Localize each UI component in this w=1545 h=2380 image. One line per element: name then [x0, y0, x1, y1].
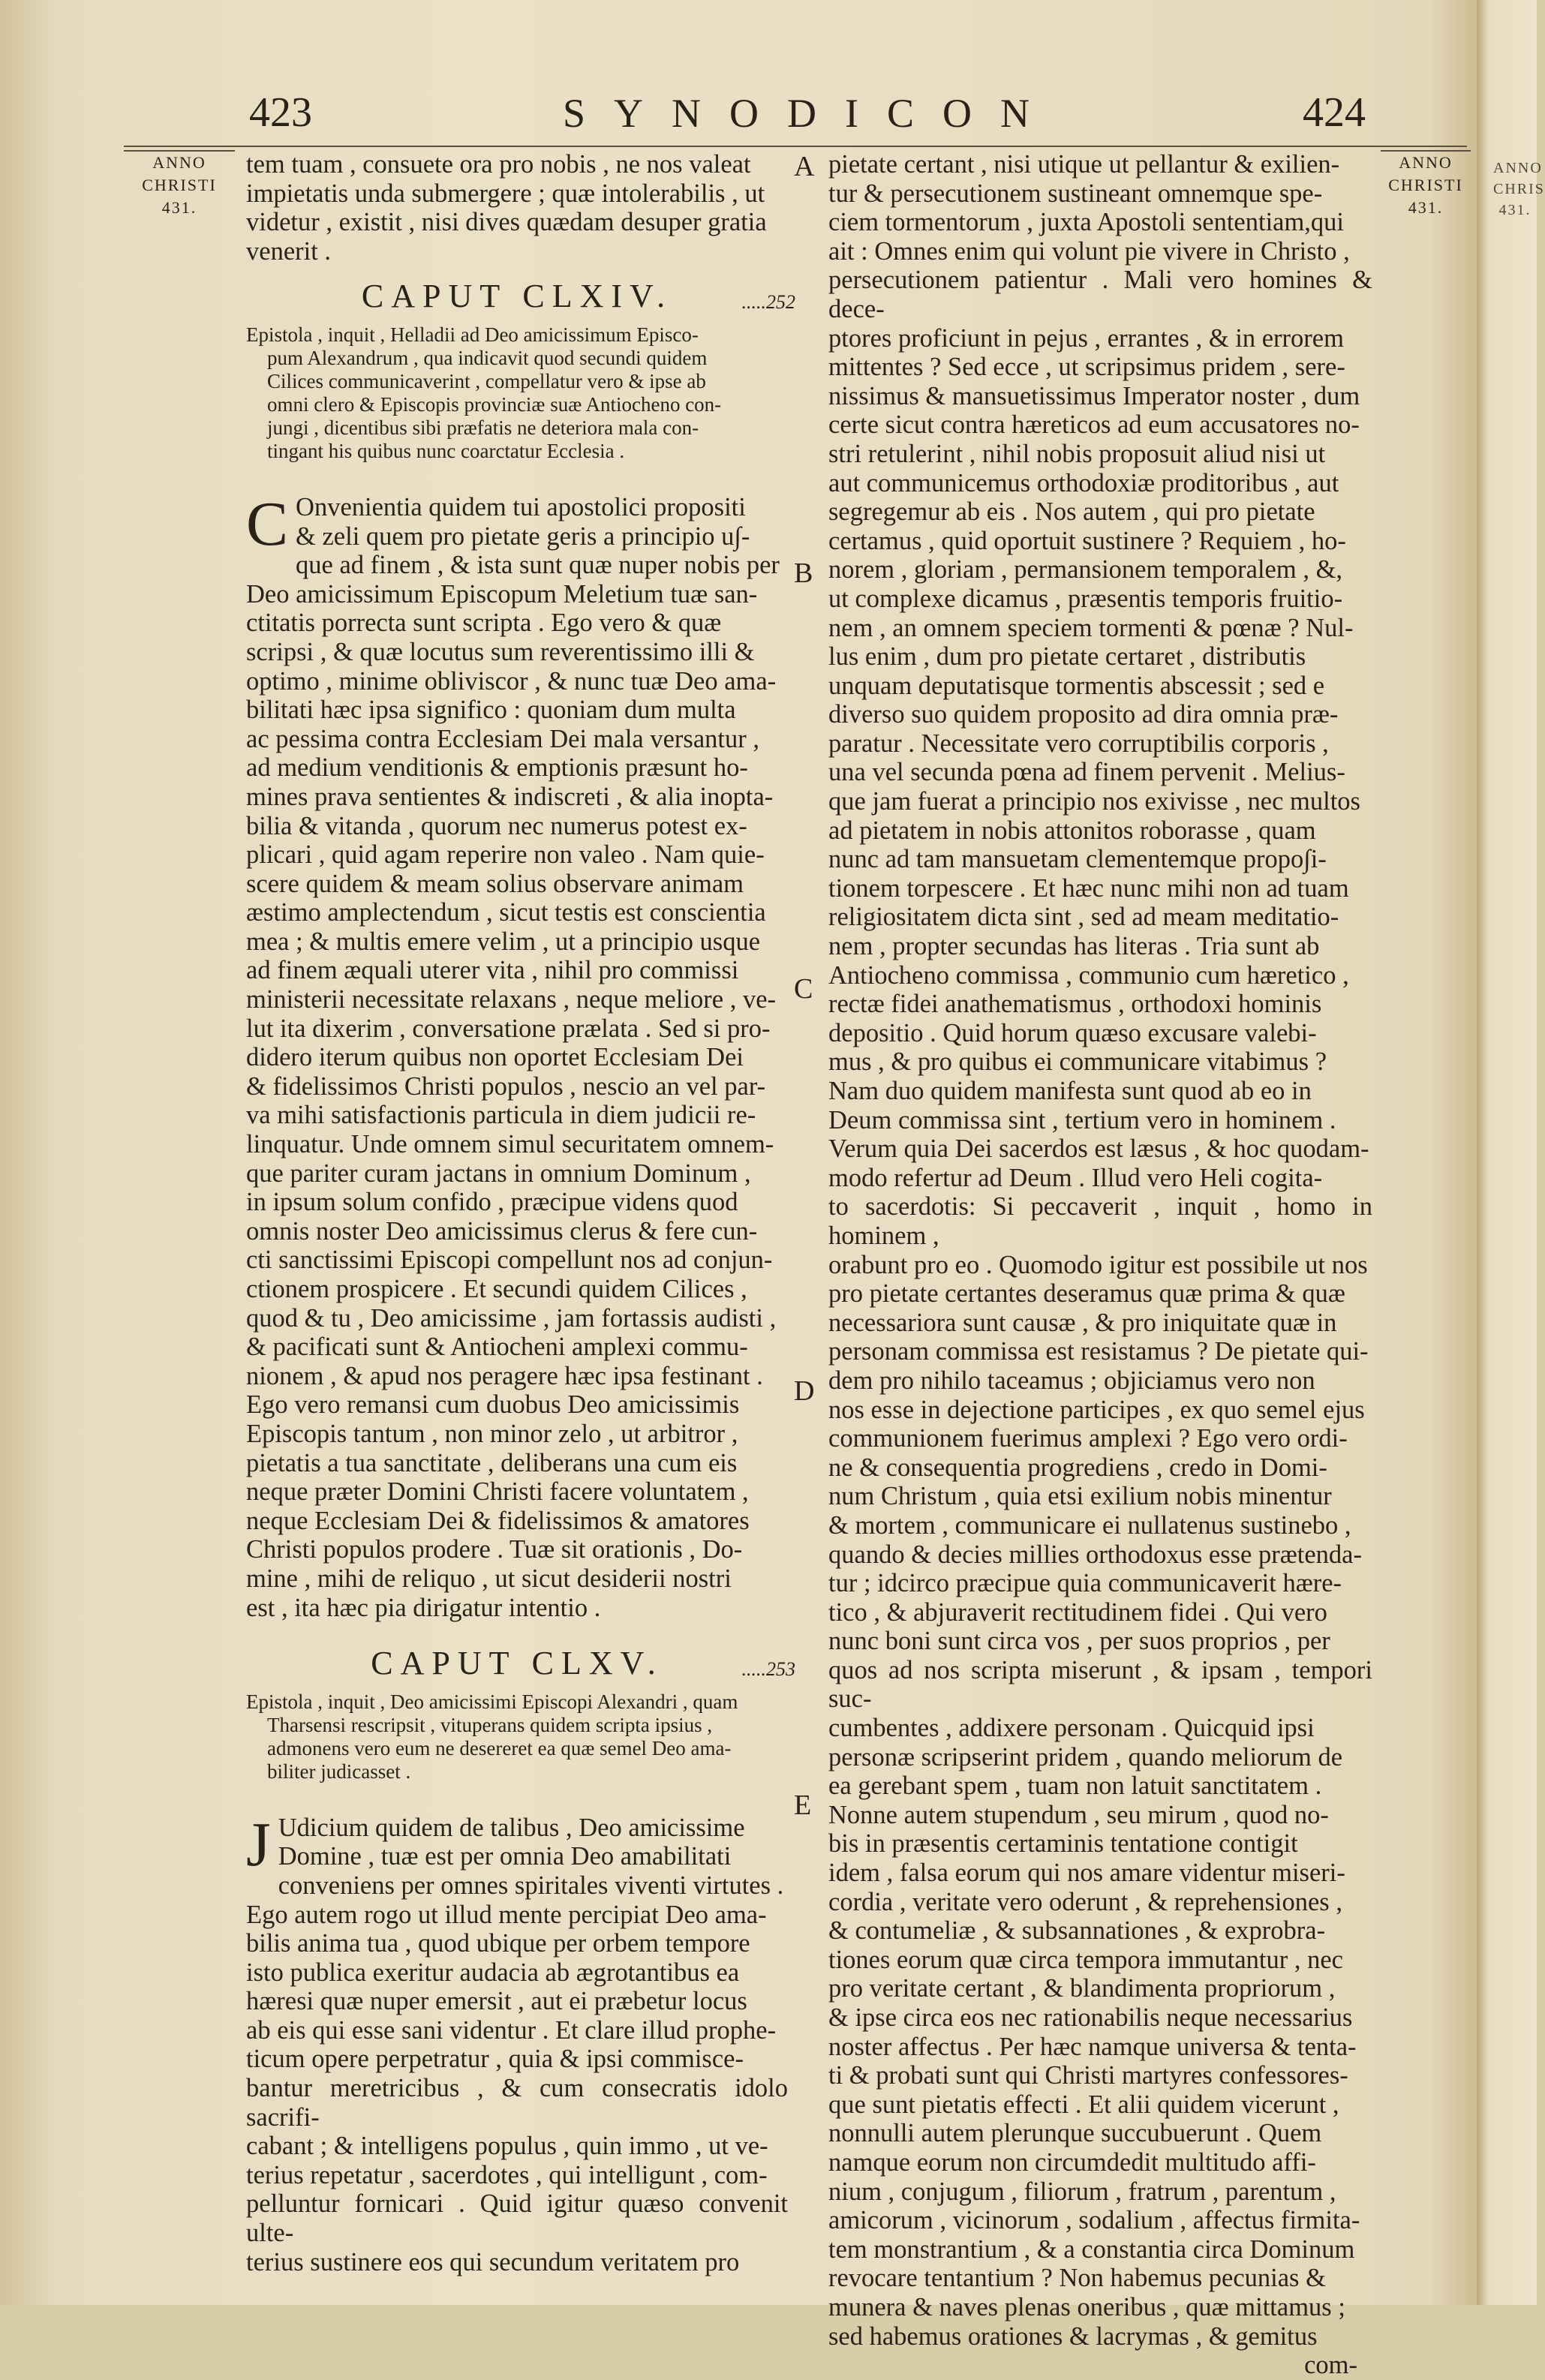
left-column: [246, 150, 795, 2276]
summary-line: biliter judicasset .: [267, 1759, 411, 1783]
text-line: cordia , veritate vero oderunt , & reprehensiones ,: [828, 1887, 1342, 1916]
text-line: que pariter curam jactans in omnium Dominum ,: [246, 1158, 751, 1188]
caput-164-summary: [246, 323, 788, 463]
text-line: noster affectus . Per hæc namque universa & tenta-: [828, 2032, 1357, 2061]
text-line: ne & consequentia progrediens , credo in Domi-: [828, 1453, 1327, 1482]
text-line: & ipse circa eos nec rationabilis neque necessarius: [828, 2003, 1353, 2032]
text-line: va mihi satisfactionis particula in diem judicii re-: [246, 1101, 756, 1130]
summary-line: admonens vero eum ne desereret ea quæ semel Deo ama-: [267, 1736, 732, 1759]
text-line: æstimo amplectendum , sicut testis est conscientia: [246, 898, 766, 927]
text-line: communionem fuerimus amplexi ? Ego vero ordi-: [828, 1424, 1348, 1453]
summary-line: tingant his quibus nunc coarctatur Ecclesia .: [267, 439, 625, 462]
text-line: Ego autem rogo ut illud mente percipiat Deo ama-: [246, 1900, 767, 1929]
text-line: amicorum , vicinorum , sodalium , affectus firmita-: [828, 2206, 1360, 2235]
section-marker-e: E: [794, 1790, 812, 1821]
text-line: quod & tu , Deo amicissime , jam fortassis audisti ,: [246, 1303, 777, 1333]
text-line: tur ; idcirco præcipue quia communicaverit hære-: [828, 1569, 1342, 1598]
text-line: ti & probati sunt qui Christi martyres confessores-: [828, 2061, 1348, 2090]
text-line: idem , falsa eorum qui nos amare videntur miseri-: [828, 1859, 1345, 1888]
margin-note-left: [124, 150, 235, 219]
text-line: nionem , & apud nos peragere hæc ipsa festinant .: [246, 1361, 763, 1390]
text-line: tem tuam , consuete ora pro nobis , ne nos valeat: [246, 150, 751, 179]
caput-165-title: CAPUT CLXV.: [371, 1645, 663, 1682]
margin-note-line: CHRISTI: [1388, 176, 1463, 194]
text-line: que ad finem , & ista sunt quæ nuper nobis per: [296, 551, 780, 580]
text-line: quando & decies millies orthodoxus esse prætenda-: [828, 1540, 1362, 1569]
text-line: personam commissa est resistamus ? De pietate qui-: [828, 1337, 1369, 1366]
text-line: Nam duo quidem manifesta sunt quod ab eo in: [828, 1077, 1312, 1105]
text-line: segregemur ab eis . Nos autem , qui pro pietate: [828, 497, 1315, 527]
text-line: ptores proficiunt in pejus , errantes , & in errorem: [828, 323, 1344, 353]
text-line: impietatis unda submergere ; quæ intolerabilis , ut: [246, 179, 765, 208]
margin-note-right: [1381, 150, 1471, 219]
text-line: scere quidem & meam solius observare animam: [246, 869, 744, 898]
text-line: norem , gloriam , permansionem temporalem , &,: [828, 555, 1343, 584]
text-line: revocare tentantium ? Non habemus pecunias &: [828, 2264, 1326, 2293]
text-line: necessariora sunt causæ , & pro iniquitate quæ in: [828, 1308, 1337, 1337]
caput-164-body: [246, 488, 788, 1622]
text-line: certe sicut contra hæreticos ad eum accusatores no-: [828, 410, 1360, 440]
margin-note-line: 431.: [1408, 198, 1444, 217]
text-line: dem pro nihilo taceamus ; objiciamus vero non: [828, 1366, 1315, 1395]
dropcap: J: [246, 1809, 271, 1880]
text-line: linquatur. Unde omnem simul securitatem omnem-: [246, 1130, 774, 1159]
text-line: ad medium venditionis & emptionis præsunt ho-: [246, 753, 748, 783]
caput-164-heading: [246, 278, 795, 315]
text-line: didero iterum quibus non oportet Ecclesiam Dei: [246, 1043, 744, 1072]
text-line: videtur , existit , nisi dives quædam desuper gratia: [246, 208, 767, 237]
text-line: persecutionem patientur . Mali vero homines & dece-: [828, 266, 1372, 323]
text-line: ea gerebant spem , tuam non latuit sanctitatem .: [828, 1771, 1322, 1801]
text-line: nunc ad tam mansuetam clementemque propo∫i-: [828, 845, 1327, 874]
text-line: Antiocheno commissa , communio cum hæretico ,: [828, 960, 1349, 990]
text-line: Udicium quidem de talibus , Deo amicissime: [278, 1813, 745, 1842]
text-line: num Christum , quia etsi exilium nobis minentur: [828, 1482, 1332, 1511]
text-line: quos ad nos scripta miserunt , & ipsam , tempori suc-: [828, 1655, 1372, 1714]
margin-note-line: 431.: [161, 198, 197, 217]
text-line: isto publica exeritur audacia ab ægrotantibus ea: [246, 1958, 740, 1987]
text-line: optimo , minime obliviscor , & nunc tuæ Deo ama-: [246, 666, 777, 696]
text-line: modo refertur ad Deum . Illud vero Heli cogita-: [828, 1163, 1323, 1192]
text-line: venerit .: [246, 236, 332, 266]
text-line: ctionem prospicere . Et secundi quidem Cilices ,: [246, 1275, 747, 1303]
margin-note-line: ANNO: [1493, 160, 1543, 176]
right-column: [828, 150, 1372, 2380]
caput-164-title: CAPUT CLXIV.: [361, 278, 673, 315]
text-line: nos esse in dejectione participes , ex quo semel ejus: [828, 1395, 1365, 1424]
text-line: mittentes ? Sed ecce , ut scripsimus pridem , sere-: [828, 353, 1345, 382]
text-line: personæ scripserint pridem , quando meliorum de: [828, 1742, 1343, 1771]
text-line: nissimus & mansuetissimus Imperator noster , dum: [828, 381, 1360, 410]
text-line: Episcopis tantum , non minor zelo , ut arbitror ,: [246, 1419, 738, 1448]
summary-line: Cilices communicaverint , compellatur vero & ipse ab: [267, 369, 706, 392]
catchword: com-: [1304, 2351, 1357, 2380]
text-line: bilis anima tua , quod ubique per orbem tempore: [246, 1929, 750, 1958]
text-line: ctitatis porrecta sunt scripta . Ego vero & quæ: [246, 609, 722, 638]
text-line: bis in præsentis certaminis tentatione contigit: [828, 1829, 1298, 1859]
text-line: ad finem æquali uterer vita , nihil pro commissi: [246, 956, 739, 985]
text-line: orabunt pro eo . Quomodo igitur est possibile ut nos: [828, 1250, 1368, 1279]
text-line: pro veritate certant , & blandimenta propriorum ,: [828, 1974, 1336, 2003]
margin-note-far-right: [1493, 158, 1545, 221]
text-line: bantur meretricibus , & cum consecratis idolo sacrifi-: [246, 2074, 788, 2132]
text-line: tur & persecutionem sustineant omnemque spe-: [828, 179, 1323, 208]
text-line: sed habemus orationes & lacrymas , & gemitus: [828, 2321, 1318, 2351]
text-line: que sunt pietatis effecti . Et alii quidem vicerunt ,: [828, 2090, 1339, 2119]
text-line: rectæ fidei anathematismus , orthodoxi hominis: [828, 990, 1322, 1019]
text-line: Domine , tuæ est per omnia Deo amabilitati: [278, 1842, 732, 1871]
text-line: Nonne autem stupendum , seu mirum , quod no-: [828, 1800, 1329, 1829]
text-line: pelluntur fornicari . Quid igitur quæso convenit ulte-: [246, 2189, 788, 2248]
text-line: cumbentes , addixere personam . Quicquid ipsi: [828, 1714, 1315, 1743]
text-line: Deum commissa sint , tertium vero in hominem .: [828, 1105, 1336, 1134]
text-line: aut communicemus orthodoxiæ proditoribus , aut: [828, 468, 1339, 497]
summary-line: Epistola , inquit , Helladii ad Deo amicissimum Episco-: [246, 323, 699, 346]
text-line: & pacificati sunt & Antiocheni amplexi commu-: [246, 1333, 748, 1362]
text-line: omnis noster Deo amicissimus clerus & fere cun-: [246, 1216, 758, 1246]
text-line: diverso suo quidem proposito ad dira omnia præ-: [828, 700, 1339, 729]
text-line: que jam fuerat a principio nos exivisse , nec multos: [828, 787, 1360, 816]
caput-164-reference: .....252: [741, 291, 795, 314]
text-line: nem , an omnem speciem tormenti & pœnæ ? Nul-: [828, 613, 1354, 642]
text-line: mus , & pro quibus ei communicare vitabimus ?: [828, 1047, 1327, 1077]
text-line: religiositatem dicta sint , sed ad meam meditatio-: [828, 903, 1339, 932]
text-line: tem monstrantium , & a constantia circa Dominum: [828, 2234, 1355, 2264]
text-line: ac pessima contra Ecclesiam Dei mala versantur ,: [246, 724, 759, 753]
page-number-left: 423: [249, 89, 312, 136]
text-line: scripsi , & quæ locutus sum reverentissimo illi &: [246, 637, 755, 666]
text-line: Ego vero remansi cum duobus Deo amicissimis: [246, 1390, 740, 1420]
page-number-right: 424: [1303, 89, 1366, 136]
text-line: lus enim , dum pro pietate certaret , distributis: [828, 642, 1306, 672]
text-line: ad pietatem in nobis attonitos roborasse , quam: [828, 816, 1316, 845]
text-line: & fidelissimos Christi populos , nescio an vel par-: [246, 1071, 766, 1101]
text-line: certamus , quid oportuit sustinere ? Requiem , ho-: [828, 526, 1346, 555]
text-line: ticum opere perpetratur , quia & ipsi commisce-: [246, 2045, 744, 2074]
caput-165-heading: [246, 1645, 795, 1682]
margin-note-line: ANNO: [1399, 153, 1453, 172]
text-line: Deo amicissimum Episcopum Meletium tuæ san-: [246, 579, 758, 609]
text-line: namque eorum non circumdedit multitudo affi-: [828, 2147, 1316, 2177]
caput-165-reference: .....253: [741, 1658, 795, 1681]
summary-line: Epistola , inquit , Deo amicissimi Episcopi Alexandri , quam: [246, 1690, 738, 1713]
text-line: terius sustinere eos qui secundum veritatem pro: [246, 2247, 740, 2276]
text-line: depositio . Quid horum quæso excusare valebi-: [828, 1018, 1317, 1047]
text-line: lut ita dixerim , conversatione prælata . Sed si pro-: [246, 1014, 771, 1043]
text-line: una vel secunda pœna ad finem pervenit . Melius-: [828, 758, 1345, 787]
text-line: munera & naves plenas oneribus , quæ mittamus ;: [828, 2292, 1345, 2321]
running-title: SYNODICON: [562, 91, 1058, 136]
text-line: ciem tormentorum , juxta Apostoli sententiam,qui: [828, 208, 1345, 237]
header-rule: [124, 146, 1467, 147]
text-line: pro pietate certantes deseramus quæ prima & quæ: [828, 1279, 1345, 1309]
section-marker-b: B: [794, 557, 813, 589]
caput-165-summary: [246, 1690, 788, 1783]
text-line: Onvenientia quidem tui apostolici propositi: [296, 492, 746, 521]
section-marker-d: D: [794, 1375, 815, 1407]
text-line: & mortem , communicare ei nullatenus sustinebo ,: [828, 1510, 1351, 1540]
text-line: mea ; & multis emere velim , ut a principio usque: [246, 927, 761, 956]
text-line: pietate certant , nisi utique ut pellantur & exilien-: [828, 150, 1340, 179]
dropcap: C: [246, 488, 289, 559]
text-line: Christi populos prodere . Tuæ sit orationis , Do-: [246, 1535, 743, 1564]
text-line: ab eis qui esse sani videntur . Et clare illud prophe-: [246, 2015, 777, 2045]
text-line: unquam deputatisque tormentis abscessit ; sed e: [828, 671, 1325, 700]
text-line: conveniens per omnes spiritales viventi virtutes .: [278, 1871, 784, 1900]
text-line: tionem torpescere . Et hæc nunc mihi non ad tuam: [828, 873, 1349, 903]
text-line: stri retulerint , nihil nobis proposuit aliud nisi ut: [828, 439, 1326, 468]
text-line: nunc boni sunt circa vos , per suos proprios , per: [828, 1627, 1330, 1656]
text-line: & contumeliæ , & subsannationes , & exprobra-: [828, 1916, 1326, 1946]
text-line: nium , conjugum , filiorum , fratrum , parentum ,: [828, 2177, 1336, 2206]
text-line: est , ita hæc pia dirigatur intentio .: [246, 1593, 601, 1622]
section-marker-c: C: [794, 973, 813, 1005]
text-line: mines prava sentientes & indiscreti , & alia inopta-: [246, 782, 774, 811]
summary-line: pum Alexandrum , qua indicavit quod secundi quidem: [267, 346, 708, 369]
margin-note-line: 431.: [1498, 202, 1531, 218]
text-line: paratur . Necessitate vero corruptibilis corporis ,: [828, 729, 1329, 758]
text-line: hæresi quæ nuper emersit , aut ei præbetur locus: [246, 1987, 747, 2016]
text-line: ait : Omnes enim qui volunt pie vivere in Christo ,: [828, 236, 1350, 266]
text-line: in ipsum solum confido , præcipue videns quod: [246, 1188, 738, 1217]
next-page-edge: [1477, 0, 1545, 2305]
summary-line: jungi , dicentibus sibi præfatis ne deteriora mala con-: [267, 416, 699, 439]
text-line: bilitati hæc ipsa significo : quoniam dum multa: [246, 696, 736, 725]
opening-paragraph: [246, 150, 788, 266]
text-line: nem , propter secundas has literas . Tria sunt ab: [828, 932, 1320, 961]
text-line: tiones eorum quæ circa tempora immutantur , nec: [828, 1945, 1343, 1974]
text-line: nonnulli autem plerunque succubuerunt . Quem: [828, 2119, 1322, 2148]
text-line: neque præter Domini Christi facere voluntatem ,: [246, 1477, 749, 1507]
text-line: terius repetatur , sacerdotes , qui intelligunt , com-: [246, 2160, 768, 2189]
summary-line: Tharsensi rescripsit , vituperans quidem scripta ipsius ,: [267, 1713, 713, 1736]
right-column-body: [828, 150, 1372, 2351]
summary-line: omni clero & Episcopis provinciæ suæ Antiocheno con-: [267, 392, 722, 416]
text-line: to sacerdotis: Si peccaverit , inquit , homo in hominem ,: [828, 1192, 1372, 1250]
margin-note-line: CHRIS: [1493, 181, 1545, 197]
section-marker-a: A: [794, 151, 815, 182]
text-line: & zeli quem pro pietate geris a principio u∫-: [296, 521, 750, 551]
text-line: ut complexe dicamus , præsentis temporis fruitio-: [828, 584, 1343, 613]
text-line: neque Ecclesiam Dei & fidelissimos & amatores: [246, 1506, 750, 1535]
margin-note-line: ANNO: [152, 153, 206, 172]
text-line: cabant ; & intelligens populus , quin immo , ut ve-: [246, 2132, 768, 2161]
text-line: pietatis a tua sanctitate , deliberans una cum eis: [246, 1448, 738, 1477]
text-line: bilia & vitanda , quorum nec numerus potest ex-: [246, 811, 747, 840]
text-line: ministerii necessitate relaxans , neque meliore , ve-: [246, 985, 777, 1014]
text-line: plicari , quid agam reperire non valeo . Nam quie-: [246, 840, 765, 870]
text-line: cti sanctissimi Episcopi compellunt nos ad conjun-: [246, 1246, 773, 1275]
text-line: tico , & abjuraverit rectitudinem fidei . Qui vero: [828, 1597, 1327, 1627]
text-line: mine , mihi de reliquo , ut sicut desiderii nostri: [246, 1564, 732, 1593]
margin-note-line: CHRISTI: [142, 176, 217, 194]
text-line: Verum quia Dei sacerdos est læsus , & hoc quodam-: [828, 1134, 1369, 1164]
caput-165-body: [246, 1809, 788, 2277]
